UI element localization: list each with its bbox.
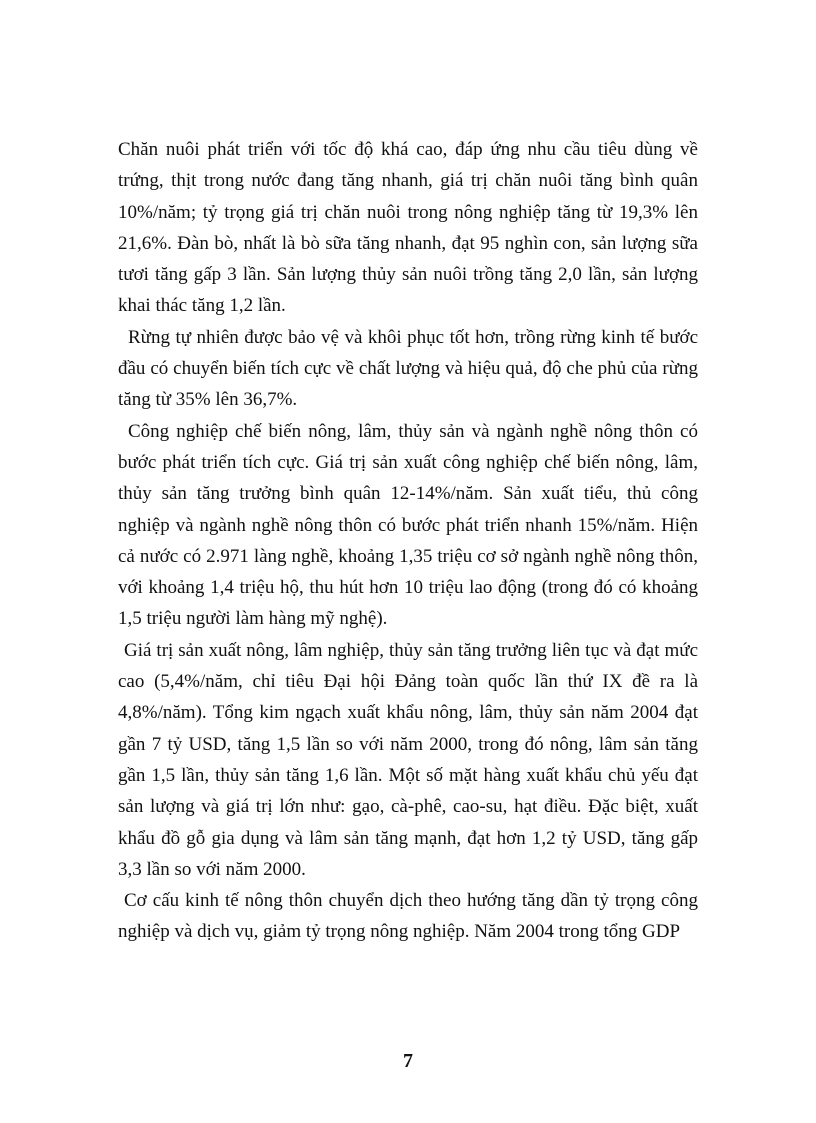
page-number: 7 [403,1050,413,1072]
paragraph-forestry: Rừng tự nhiên được bảo vệ và khôi phục tốt hơn, trồng rừng kinh tế bước đầu có chuyển biến tích cực về chất lượng và hiệu quả, độ che phủ của rừng tăng từ 35% lên 36,7%. [118,326,698,411]
paragraph-livestock: Chăn nuôi phát triển với tốc độ khá cao, đáp ứng nhu cầu tiêu dùng về trứng, thịt trong nước đang tăng nhanh, giá trị chăn nuôi tăng bình quân 10%/năm; tỷ trọng giá trị chăn nuôi trong nông nghiệp tăng từ 19,3% lên 21,6%. Đàn bò, nhất là bò sữa tăng nhanh, đạt 95 nghìn con, sản lượng sữa tươi tăng gấp 3 lần. Sản lượng thủy sản nuôi trồng tăng 2,0 lần, sản lượng khai thác tăng 1,2 lần. [118,139,698,317]
paragraph-processing-industry: Công nghiệp chế biến nông, lâm, thủy sản và ngành nghề nông thôn có bước phát triển tích cực. Giá trị sản xuất công nghiệp chế biến nông, lâm, thủy sản tăng trưởng bình quân 12-14%/năm. Sản xuất tiểu, thủ công nghiệp và ngành nghề nông thôn có bước phát triển nhanh 15%/năm. Hiện cả nước có 2.971 làng nghề, khoảng 1,35 triệu cơ sở ngành nghề nông thôn, với khoảng 1,4 triệu hộ, thu hút hơn 10 triệu lao động (trong đó có khoảng 1,5 triệu người làm hàng mỹ nghệ). [118,420,698,630]
body-text [118,134,698,948]
paragraph-economic-structure: Cơ cấu kinh tế nông thôn chuyển dịch theo hướng tăng dần tỷ trọng công nghiệp và dịch vụ, giảm tỷ trọng nông nghiệp. Năm 2004 trong tổng GDP [118,890,698,943]
paragraph-production-export: Giá trị sản xuất nông, lâm nghiệp, thủy sản tăng trưởng liên tục và đạt mức cao (5,4%/năm, chỉ tiêu Đại hội Đảng toàn quốc lần thứ IX đề ra là 4,8%/năm). Tổng kim ngạch xuất khẩu nông, lâm, thủy sản năm 2004 đạt gần 7 tỷ USD, tăng 1,5 lần so với năm 2000, trong đó nông, lâm sản tăng gần 1,5 lần, thủy sản tăng 1,6 lần. Một số mặt hàng xuất khẩu chủ yếu đạt sản lượng và giá trị lớn như: gạo, cà-phê, cao-su, hạt điều. Đặc biệt, xuất khẩu đồ gỗ gia dụng và lâm sản tăng mạnh, đạt hơn 1,2 tỷ USD, tăng gấp 3,3 lần so với năm 2000. [118,639,698,880]
